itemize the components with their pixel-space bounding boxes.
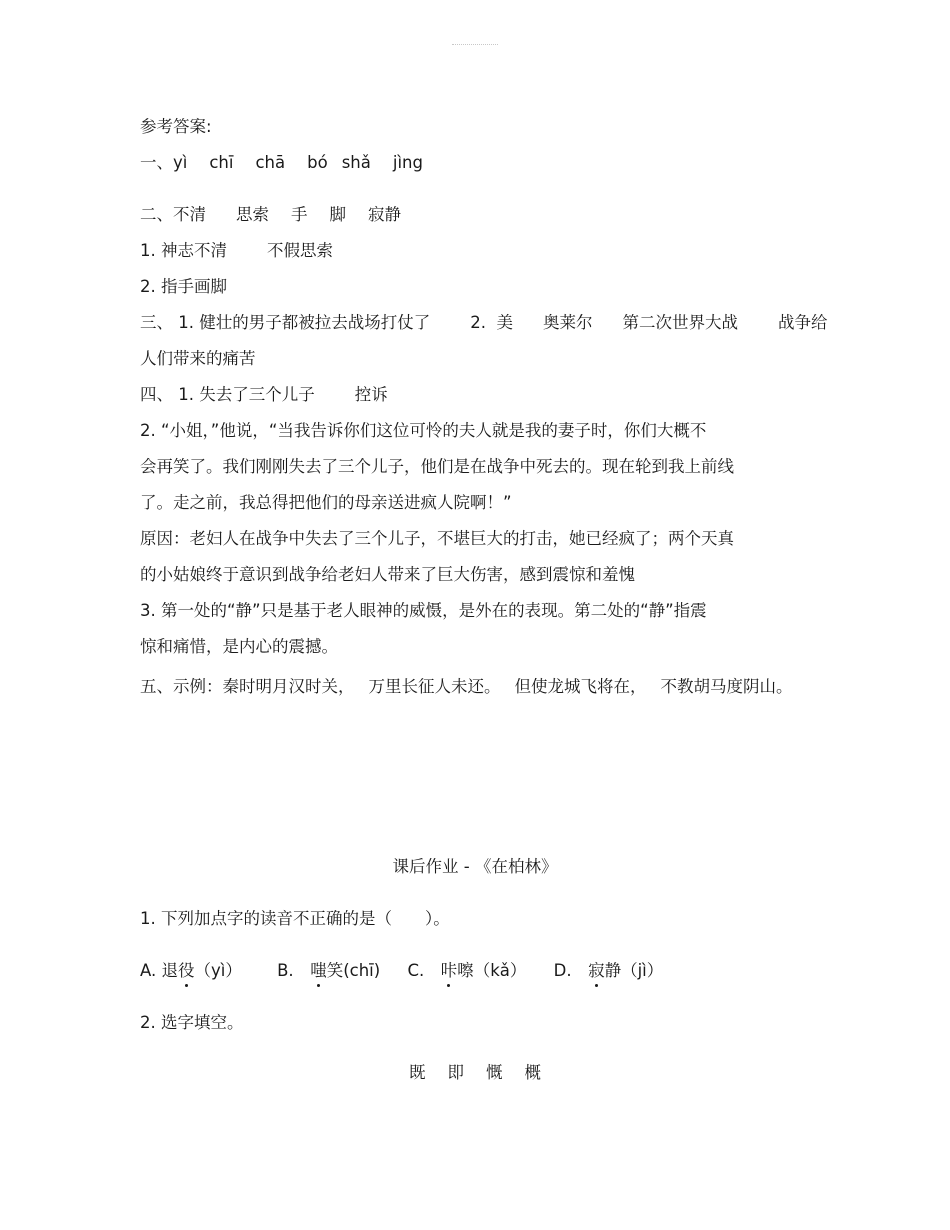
answer-3-part2-item: 第二次世界大战: [622, 313, 738, 332]
answer-2-sub1-a: 神志不清: [161, 241, 227, 260]
answer-1-item: chā: [255, 153, 286, 172]
answer-1-label: 一、: [140, 153, 173, 172]
homework-title: 课后作业 - 《在柏林》: [392, 857, 558, 876]
answer-4-label: 四、: [140, 385, 173, 404]
answer-4-part2-line: 了。走之前，我总得把他们的母亲送进疯人院啊！”: [140, 493, 512, 512]
answer-4-part2-line: 2. “小姐，”他说，“当我告诉你们这位可怜的夫人就是我的妻子时，你们大概不: [140, 421, 707, 440]
answer-4-part1-a: 1. 失去了三个儿子: [178, 385, 315, 404]
dotted-char: 咔: [440, 961, 458, 980]
answer-5-seg: 万里长征人未还。: [368, 677, 501, 696]
answer-1: [140, 152, 423, 174]
answer-1-item: bó: [307, 153, 328, 172]
answer-5-label: 五、: [140, 677, 173, 696]
answer-2-item: 思索: [236, 205, 269, 224]
choice-char: 概: [524, 1063, 541, 1082]
answer-5: [140, 676, 793, 698]
answer-3-part2-item: 奥莱尔: [543, 313, 593, 332]
choice-char: 即: [447, 1063, 464, 1082]
homework-q1-options: [140, 960, 663, 982]
answer-4: [140, 384, 388, 406]
answer-2-item: 脚: [329, 205, 346, 224]
answer-5-seg: 不教胡马度阴山。: [660, 677, 793, 696]
dotted-char: 寂: [588, 961, 605, 980]
answer-3-part2-item: 战争给: [778, 313, 828, 332]
answer-2: [140, 204, 401, 226]
answer-4-part1-b: 控诉: [354, 385, 388, 404]
answer-1-item: chī: [209, 153, 234, 172]
answer-4-reason-line: 的小姑娘终于意识到战争给老妇人带来了巨大伤害，感到震惊和羞愧: [140, 565, 635, 584]
answer-1-item: yì: [173, 153, 188, 172]
answer-3: [140, 312, 828, 334]
answers-heading: 参考答案:: [140, 117, 212, 136]
answer-5-lead: 示例：秦时明月汉时关，: [173, 677, 355, 696]
answer-2-sub2-label: 2.: [140, 277, 156, 296]
answer-5-seg: 但使龙城飞将在，: [514, 677, 647, 696]
answer-2-sub1-label: 1.: [140, 241, 156, 260]
answer-4-part3-line: 惊和痛惜，是内心的震撼。: [140, 637, 338, 656]
homework-q1-text: 1. 下列加点字的读音不正确的是（ ）。: [140, 909, 450, 928]
answer-3-part1: 1. 健壮的男子都被拉去战场打仗了: [178, 313, 431, 332]
answer-1-item: jìng: [392, 153, 423, 172]
answer-2-label: 二、: [140, 205, 173, 224]
answer-2-item: 寂静: [368, 205, 401, 224]
answer-2-sub1-b: 不假思索: [267, 241, 333, 260]
answer-3-part2-item: 美: [496, 313, 513, 332]
answer-2-sub2: [140, 276, 227, 298]
choice-char: 慨: [486, 1063, 503, 1082]
answer-1-item: shǎ: [341, 153, 371, 172]
homework-q2-choices: [0, 1062, 950, 1084]
answer-2-sub2-a: 指手画脚: [161, 277, 227, 296]
choice-char: 既: [409, 1063, 426, 1082]
answer-4-reason-line: 原因：老妇人在战争中失去了三个儿子，不堪巨大的打击，她已经疯了；两个天真: [140, 529, 734, 548]
answer-4-part3-line: 3. 第一处的“静”只是基于老人眼神的威慑，是外在的表现。第二处的“静”指震: [140, 601, 707, 620]
answer-2-item: 不清: [173, 205, 206, 224]
option-b: B. 嗤笑(chī): [277, 961, 381, 980]
homework-q2-text: 2. 选字填空。: [140, 1013, 244, 1032]
answer-2-item: 手: [291, 205, 308, 224]
answer-4-part2-line: 会再笑了。我们刚刚失去了三个儿子，他们是在战争中死去的。现在轮到我上前线: [140, 457, 734, 476]
option-a: A. 退役（yì）: [140, 961, 242, 980]
option-d: D. 寂静（jì）: [553, 961, 664, 980]
answer-3-part2-label: 2.: [470, 313, 486, 332]
answer-2-sub1: [140, 240, 333, 262]
answer-3-cont: 人们带来的痛苦: [140, 349, 256, 368]
dotted-char: 嗤: [310, 961, 327, 980]
dotted-char: 役: [178, 961, 195, 980]
header-dotted-mark: [452, 44, 498, 45]
option-c: C. 咔嚓（kǎ）: [407, 961, 527, 980]
answer-3-label: 三、: [140, 313, 173, 332]
